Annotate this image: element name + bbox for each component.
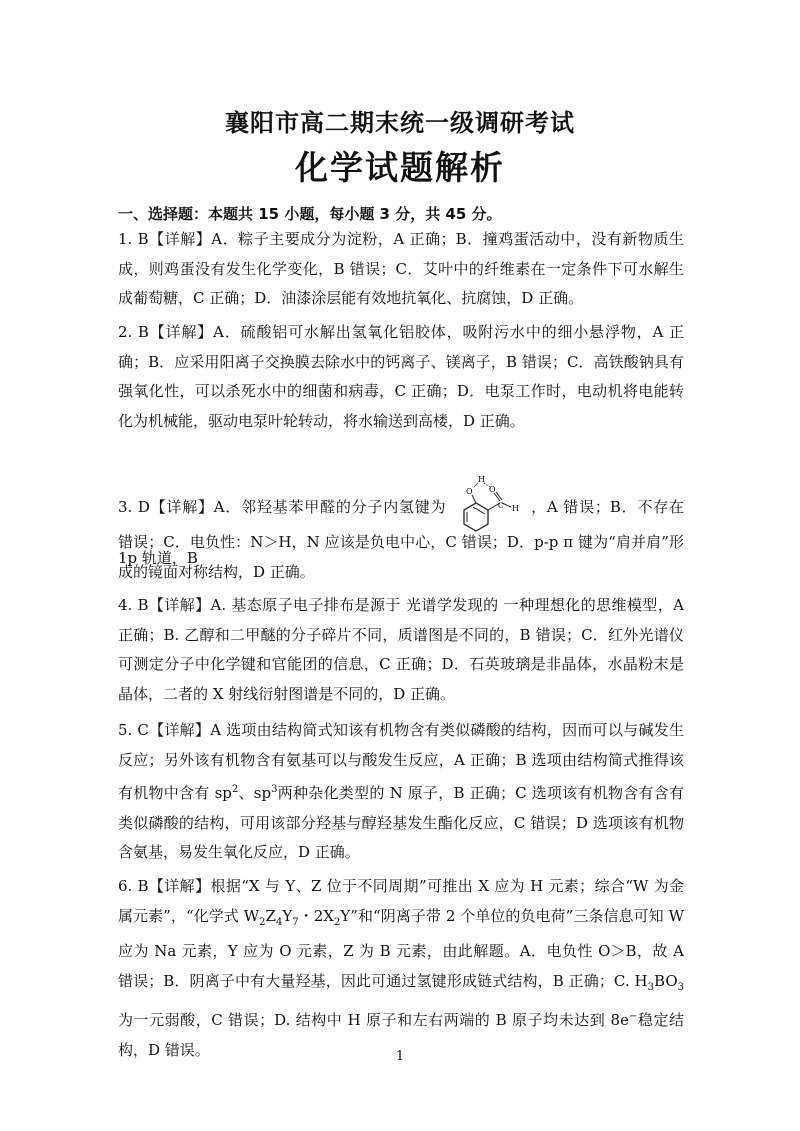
answer-q5 xyxy=(118,716,684,868)
q5-sup-1: 2 xyxy=(231,784,239,795)
atom-h-top: H xyxy=(478,475,486,484)
q6-part-f: BO xyxy=(654,971,678,990)
answer-q4: 4. B【详解】A. 基态原子电子排布是源于 光谱学发现的 一种理想化的思维模型，A 正确；B. 乙醇和二甲醚的分子碎片不同，质谱图是不同的，B 错误；C．红外光谱仪可测定分子中化学键和官能团的信息，C 正确；D．石英玻璃是非晶体，水晶粉末是晶体，二者的 X 射线衍射图谱是不同的，D 正确。 xyxy=(118,596,684,703)
answer-q6 xyxy=(118,872,684,1065)
q6-part-c: Y xyxy=(282,906,293,925)
q6-part-a: 6. B【详解】根据“X 与 Y、Z 位于不同周期”可推出 X 应为 H 元素；综合“W 为金属元素”，“化学式 W xyxy=(118,877,684,925)
q6-sub-6: 3 xyxy=(677,981,684,993)
q5-part-c: 两种杂化类型的 N 原子，B 正确；C 选项该有机物含有含有类似磷酸的结构，可用该部分羟基与醇羟基发生酯化反应，C 错误；D 选项该有机物含氨基，易发生氧化反应，D 正确。 xyxy=(118,784,684,861)
atom-h-right: H xyxy=(512,504,520,513)
q6-sub-2: 4 xyxy=(275,916,283,928)
q3-text-after: ，A 错误；B．不存在 1p 轨道，B xyxy=(118,498,684,567)
q6-sub-3: 7 xyxy=(292,916,299,928)
document-title: 化学试题解析 xyxy=(295,148,505,187)
q5-part-a: 5. C【详解】A 选项由结构简式知该有机物含有类似磷酸的结构，因而可以与碱发生反应；另外该有机物含有氨基可以与酸发生反应，A 正确；B 选项由结构简式推得该有机物中含有 sp xyxy=(118,721,684,802)
q5-sup-2: 3 xyxy=(271,784,278,795)
q6-part-d: ・2X xyxy=(298,906,334,925)
q6-sub-4: 2 xyxy=(333,916,341,928)
q6-sub-5: 3 xyxy=(647,981,655,993)
q6-part-e: Y”和“阴离子带 2 个单位的负电荷”三条信息可知 W 应为 Na 元素，Y 应为 O 元素，Z 为 B 元素，由此解题。A．电负性 O＞B，故 A 错误；B．阴离子中有大量羟基，因此可通过氢键形成链式结构，B 正确；C. H xyxy=(118,906,684,990)
q6-part-b: Z xyxy=(265,906,276,925)
section-heading: 一、选择题：本题共 15 小题，每小题 3 分，共 45 分。 xyxy=(118,205,502,223)
q3-text-before: 3. D【详解】A．邻羟基苯甲醛的分子内氢键为 xyxy=(118,498,447,516)
q5-part-b: 、sp xyxy=(238,784,272,802)
exam-title: 襄阳市高二期末统一级调研考试 xyxy=(225,109,575,137)
q6-sub-1: 2 xyxy=(259,916,266,928)
answer-q2: 2. B【详解】A．硫酸铝可水解出氢氧化铝胶体，吸附污水中的细小悬浮物，A 正确；B．应采用阳离子交换膜去除水中的钙离子、镁离子，B 错误；C．高铁酸钠具有强氧化性，可以杀死水中的细菌和病毒，C 正确；D．电泵工作时，电动机将电能转化为机械能，驱动电泵叶轮转动，将水输送到高楼，D 正确。 xyxy=(118,323,684,430)
atom-o-right: O xyxy=(489,485,496,494)
answer-q1: 1. B【详解】A．粽子主要成分为淀粉，A 正确；B．撞鸡蛋活动中，没有新物质生成，则鸡蛋没有发生化学变化，B 错误；C．艾叶中的纤维素在一定条件下可水解生成葡萄糖，C 正确；D．油漆涂层能有效地抗氧化、抗腐蚀，D 正确。 xyxy=(118,230,684,307)
q6-part-g: 为一元弱酸，C 错误；D. 结构中 H 原子和左右两端的 B 原子均未达到 8e xyxy=(118,1011,629,1029)
atom-o-left: O xyxy=(466,487,473,496)
page-number: 1 xyxy=(395,1049,405,1064)
q6-part-h: 稳定结构，D 错误。 xyxy=(118,1011,684,1059)
atom-c: C xyxy=(498,502,504,510)
q6-sup: − xyxy=(628,1011,638,1022)
answer-q3-line2: 错误；C．电负性：N＞H，N 应该是负电中心，C 错误；D．p-p π 键为“肩并肩”形成的镜面对称结构，D 正确。 xyxy=(118,533,684,581)
